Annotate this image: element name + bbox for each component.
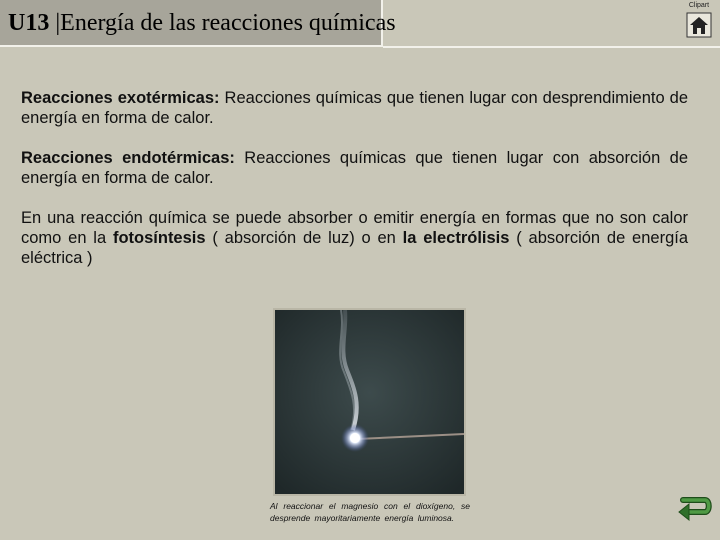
return-arrow-icon	[675, 492, 713, 528]
home-icon	[686, 12, 712, 38]
title-underline	[383, 46, 720, 48]
other-text-1: En una reacción química se puede absorber o emitir energía en formas que no son calor como en la	[21, 209, 688, 247]
other-text-2: ( absorción de luz) o en	[205, 229, 403, 247]
home-button[interactable]	[684, 2, 714, 40]
photosynthesis-term: fotosíntesis	[112, 229, 206, 247]
title-text: Energía de las reacciones químicas	[60, 10, 396, 36]
paragraph-endothermic	[21, 148, 688, 188]
electrolysis-term: la electrólisis	[402, 229, 510, 247]
photo-caption: Al reaccionar el magnesio con el dioxígeno, se desprende mayoritariamente energía luminosa.	[270, 501, 470, 523]
paragraph-exothermic	[21, 88, 688, 128]
title-bar	[0, 0, 720, 48]
page-title	[0, 0, 396, 47]
title-separator: |	[49, 10, 61, 36]
unit-number: U13	[8, 10, 50, 36]
other-text-3: ( absorción de energía eléctrica )	[21, 229, 689, 267]
exothermic-term: Reacciones exotérmicas:	[21, 89, 220, 107]
exothermic-definition: Reacciones químicas que tienen lugar con desprendimiento de energía en forma de calor.	[21, 89, 689, 127]
return-button[interactable]	[675, 492, 713, 528]
paragraph-other-energy	[21, 208, 688, 268]
main-content	[21, 88, 688, 288]
endothermic-definition: Reacciones químicas que tienen lugar con absorción de energía en forma de calor.	[21, 149, 688, 187]
photo-illustration	[275, 310, 464, 494]
logo-text: Clipart	[688, 2, 710, 9]
magnesium-combustion-photo	[273, 308, 466, 496]
endothermic-term: Reacciones endotérmicas:	[21, 149, 235, 167]
